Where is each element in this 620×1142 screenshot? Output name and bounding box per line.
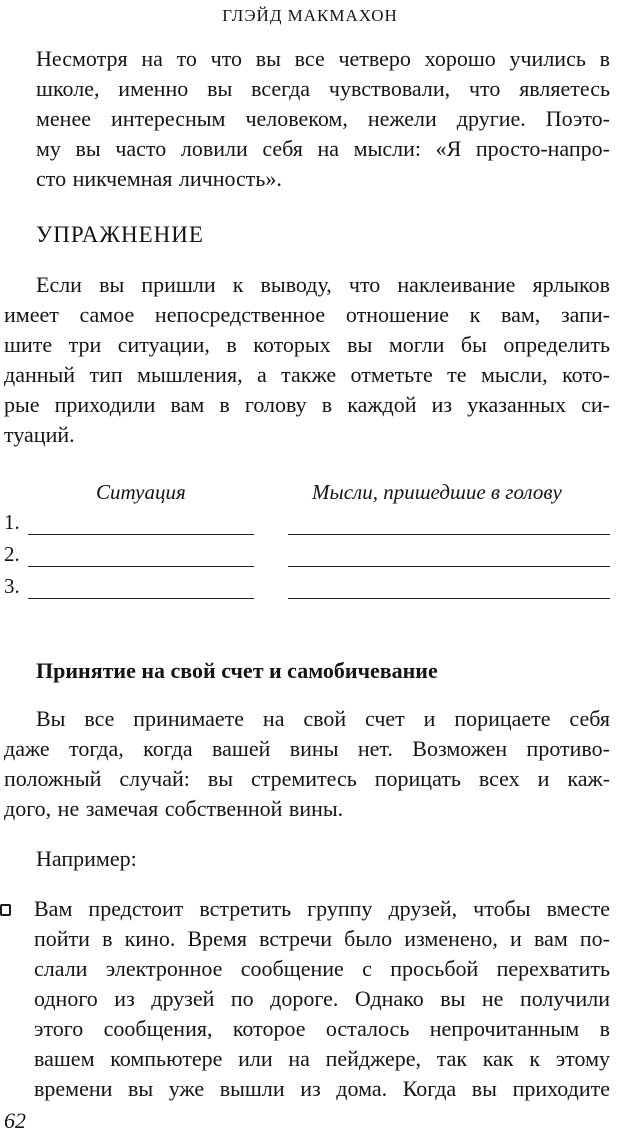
example-label-text: Например: <box>36 846 137 871</box>
example-label <box>36 844 336 874</box>
bullet-line: пойти в кино. Время встречи было изменено, и вам по- <box>34 926 610 951</box>
checkbox-bullet-icon <box>0 904 11 916</box>
bullet-line: этого сообщения, которое осталось непрочитанным в <box>34 1016 610 1041</box>
table-row <box>4 510 614 542</box>
thoughts-blank <box>288 566 610 567</box>
row-number: 2. <box>4 542 20 566</box>
thoughts-blank <box>288 598 610 599</box>
intro-line: менее интересным человеком, нежели другие. Поэто- <box>36 106 610 131</box>
table-row <box>4 542 614 574</box>
section-title: Принятие на свой счет и самобичевание <box>36 658 438 683</box>
intro-line: сто никчемная личность». <box>36 166 282 191</box>
section-line: дого, не замечая собственной вины. <box>4 796 344 821</box>
section-line: Вы все принимаете на свой счет и порицаете себя <box>36 706 610 731</box>
exercise-line: Если вы пришли к выводу, что наклеивание ярлыков <box>36 272 610 297</box>
intro-line: школе, именно вы всегда чувствовали, что являетесь <box>36 76 610 101</box>
column-header-thoughts: Мысли, пришедшие в голову <box>312 480 562 504</box>
bullet-line: слали электронное сообщение с просьбой перехватить <box>34 956 610 981</box>
bullet-line: одного из друзей по дороге. Однако вы не получили <box>34 986 610 1011</box>
section-line: даже тогда, когда вашей вины нет. Возможен противо- <box>4 736 610 761</box>
bullet-paragraph <box>34 894 610 1104</box>
section-line: положный случай: вы стремитесь порицать всех и каж- <box>4 766 610 791</box>
exercise-paragraph <box>4 270 610 450</box>
bullet-line: времени вы уже вышли из дома. Когда вы приходите <box>34 1076 610 1101</box>
exercise-line: имеет самое непосредственное отношение к вам, запи- <box>4 302 610 327</box>
intro-line: Несмотря на то что вы все четверо хорошо учились в <box>36 46 610 71</box>
bullet-line: вашем компьютере или на пейджере, так как к этому <box>34 1046 610 1071</box>
situation-blank <box>28 534 254 535</box>
column-header-situation: Ситуация <box>96 480 186 504</box>
page-number: 62 <box>4 1108 26 1133</box>
row-number: 1. <box>4 510 20 534</box>
exercise-line: данный тип мышления, а также отметьте те мысли, кото- <box>4 362 610 387</box>
section-paragraph <box>4 704 610 824</box>
bullet-line: Вам предстоит встретить группу друзей, чтобы вместе <box>34 896 610 921</box>
intro-line: му вы часто ловили себя на мысли: «Я просто-напро- <box>36 136 610 161</box>
thoughts-blank <box>288 534 610 535</box>
situation-blank <box>28 566 254 567</box>
exercise-heading: УПРАЖНЕНИЕ <box>36 222 204 247</box>
exercise-line: рые приходили вам в голову в каждой из указанных си- <box>4 392 610 417</box>
exercise-line: шите три ситуации, в которых вы могли бы определить <box>4 332 610 357</box>
table-row <box>4 574 614 606</box>
situation-blank <box>28 598 254 599</box>
intro-paragraph <box>36 44 610 194</box>
running-head: ГЛЭЙД МАКМАХОН <box>222 6 398 25</box>
exercise-line: туаций. <box>4 422 75 447</box>
row-number: 3. <box>4 574 20 598</box>
